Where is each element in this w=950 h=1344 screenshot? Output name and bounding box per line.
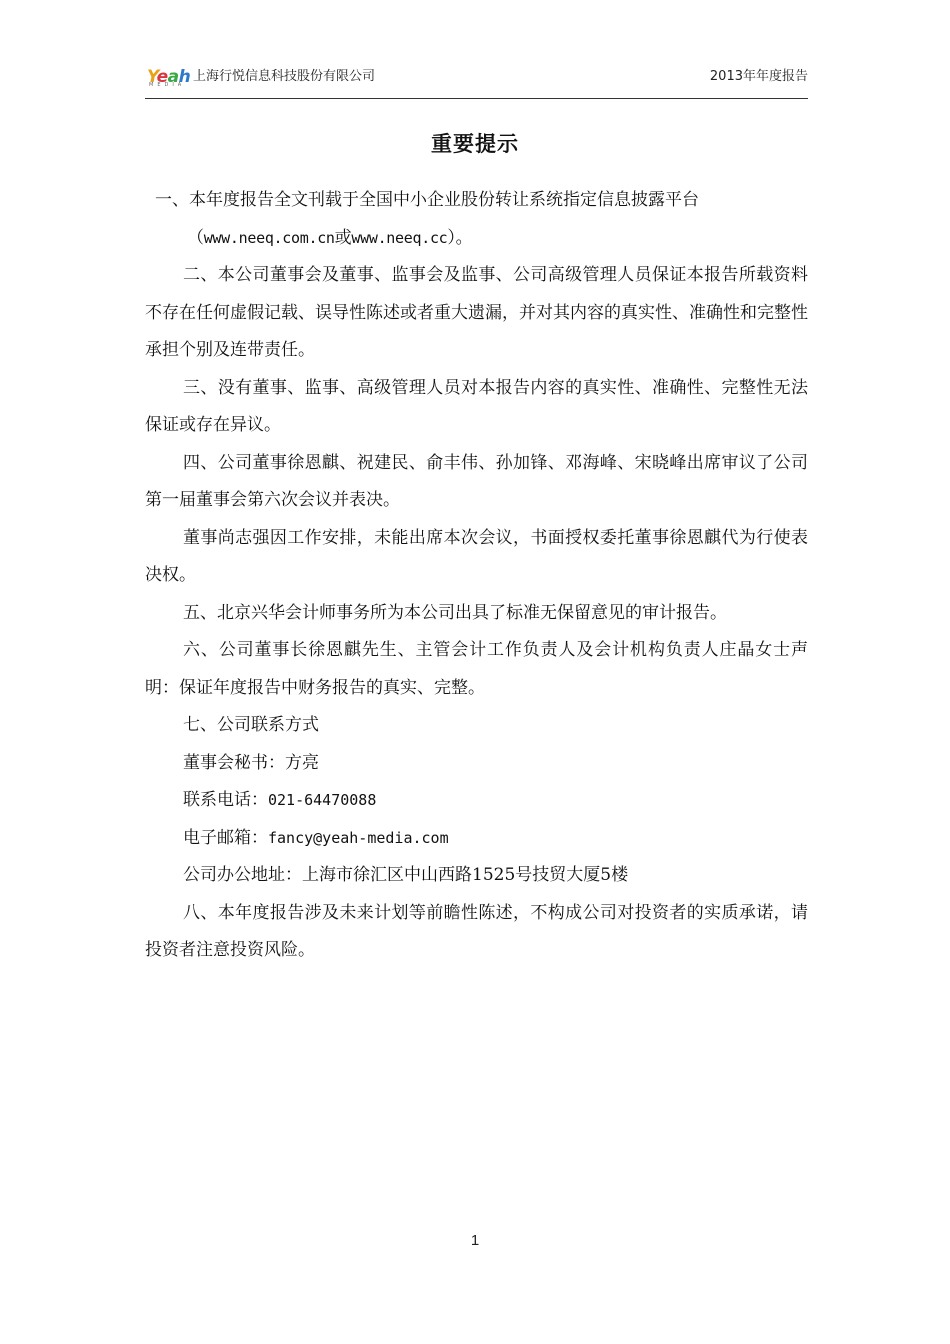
report-year: 2013年年度报告 (709, 69, 808, 84)
notice-content (145, 182, 808, 970)
email-value: fancy@yeah-media.com (268, 828, 449, 847)
address-label: 公司办公地址： (183, 865, 302, 885)
secretary-value: 方亮 (285, 752, 319, 773)
item-4: 四、公司董事徐恩麒、祝建民、俞丰伟、孙加锋、邓海峰、宋晓峰出席审议了公司第一届董事会第六次会议并表决。 (145, 452, 808, 510)
page-header (145, 64, 808, 99)
company-logo: Yeah (147, 67, 191, 87)
url-neeq-com-cn: www.neeq.com.cn (203, 228, 335, 247)
contact-address (145, 857, 808, 895)
item-8: 八、本年度报告涉及未来计划等前瞻性陈述，不构成公司对投资者的实质承诺，请投资者注意投资风险。 (145, 902, 808, 960)
phone-value: 021-64470088 (268, 791, 377, 809)
url-or: 或 (334, 227, 352, 248)
item-7: 七、公司联系方式 (183, 715, 319, 735)
item-6: 六、公司董事长徐恩麒先生、主管会计工作负责人及会计机构负责人庄晶女士声明：保证年度报告中财务报告的真实、完整。 (145, 640, 808, 698)
item-3: 三、没有董事、监事、高级管理人员对本报告内容的真实性、准确性、完整性无法保证或存在异议。 (145, 377, 808, 435)
logo-subtext: MEDIA (149, 82, 186, 88)
url-neeq-cc: www.neeq.cc (351, 228, 448, 247)
page-title: 重要提示 (431, 132, 519, 156)
contact-phone (145, 782, 808, 820)
phone-label: 联系电话： (183, 790, 268, 810)
item-2: 二、本公司董事会及董事、监事会及监事、公司高级管理人员保证本报告所载资料不存在任何虚假记载、误导性陈述或者重大遗漏，并对其内容的真实性、准确性和完整性承担个别及连带责任。 (145, 265, 808, 360)
address-value: 上海市徐汇区中山西路1525号技贸大厦5楼 (302, 865, 629, 885)
item-5: 五、北京兴华会计师事务所为本公司出具了标准无保留意见的审计报告。 (183, 602, 727, 623)
url-close-paren: ）。 (447, 227, 473, 248)
item-1: 一、本年度报告全文刊载于全国中小企业股份转让系统指定信息披露平台 (155, 190, 699, 210)
page-number: 1 (470, 1232, 480, 1249)
secretary-label: 董事会秘书： (183, 752, 285, 773)
email-label: 电子邮箱： (183, 827, 268, 848)
contact-secretary (145, 745, 808, 783)
item-1-urls (145, 220, 808, 258)
contact-email (145, 820, 808, 858)
item-4-proxy: 董事尚志强因工作安排，未能出席本次会议，书面授权委托董事徐恩麒代为行使表决权。 (145, 527, 808, 585)
company-name: 上海行悦信息科技股份有限公司 (193, 69, 376, 84)
url-open-paren: （ (187, 227, 204, 248)
